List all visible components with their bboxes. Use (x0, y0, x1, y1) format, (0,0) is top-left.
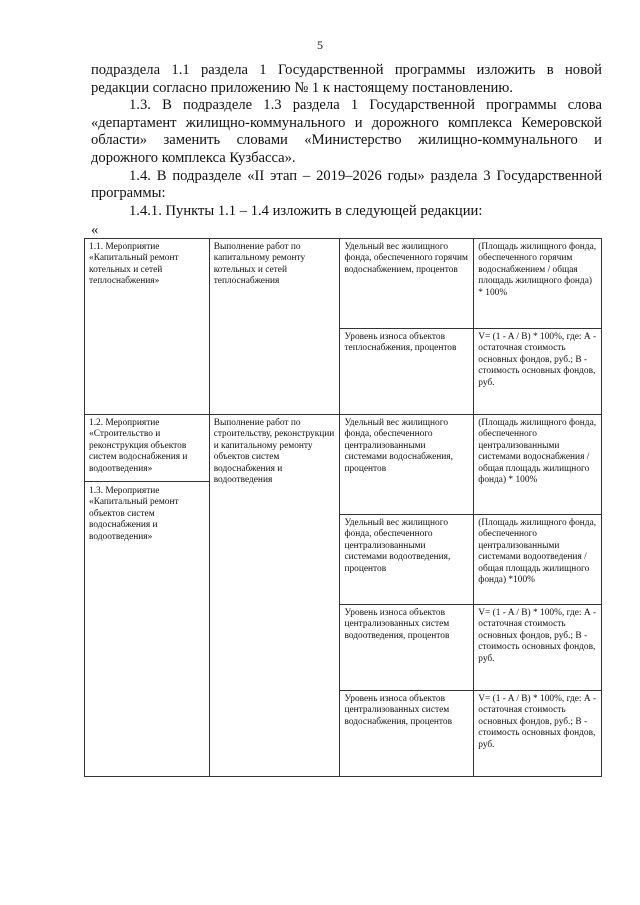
paragraph-line: программы: (91, 185, 166, 202)
body-text (91, 62, 602, 220)
open-quote: « (91, 222, 99, 238)
calc-cell: (Площадь жилищного фонда, обеспеченного централизованными системами водоотведения / общая площадь жилищного фонда) *100% (474, 515, 602, 605)
indicator-cell: Удельный вес жилищного фонда, обеспеченного централизованными системами водоснабжения, процентов (340, 415, 474, 515)
calc-cell: V= (1 - A / B) * 100%, где: А - остаточная стоимость основных фондов, руб.; В - стоимость основных фондов, руб. (474, 691, 602, 777)
indicator-cell: Уровень износа объектов централизованных систем водоснабжения, процентов (340, 691, 474, 777)
paragraph-line: 1.4. В подразделе «II этап – 2019–2026 годы» раздела 3 Государственной (129, 167, 602, 184)
table-row (85, 415, 602, 515)
paragraph-line: 1.3. В подразделе 1.3 раздела 1 Государственной программы слова (129, 97, 602, 114)
calc-cell: V= (1 - A / B) * 100%, где: А - остаточная стоимость основных фондов, руб.; В - стоимость основных фондов, руб. (474, 329, 602, 415)
page-number: 5 (317, 38, 323, 52)
calc-cell: (Площадь жилищного фонда, обеспеченного централизованными системами водоснабжения / общая площадь жилищного фонда) * 100% (474, 415, 602, 515)
action-text: 1.2. Мероприятие «Строительство и реконструкция объектов систем водоснабжения и водоотведения» (89, 418, 188, 474)
action-text: 1.3. Мероприятие «Капитальный ремонт объектов систем водоснабжения и водоотведения» (85, 481, 209, 543)
indicator-cell: Удельный вес жилищного фонда, обеспеченного централизованными системами водоотведения, процентов (340, 515, 474, 605)
table-row (85, 239, 602, 329)
indicator-cell: Удельный вес жилищного фонда, обеспеченного горячим водоснабжением, процентов (340, 239, 474, 329)
calc-cell: (Площадь жилищного фонда, обеспеченного горячим водоснабжением / общая площадь жилищного фонда) * 100% (474, 239, 602, 329)
indicator-cell: Уровень износа объектов теплоснабжения, процентов (340, 329, 474, 415)
indicator-cell: Уровень износа объектов централизованных систем водоотведения, процентов (340, 605, 474, 691)
calc-cell: V= (1 - A / B) * 100%, где: А - остаточная стоимость основных фондов, руб.; В - стоимость основных фондов, руб. (474, 605, 602, 691)
work-cell: Выполнение работ по капитальному ремонту котельных и сетей теплоснабжения (209, 239, 340, 415)
action-cell: 1.1. Мероприятие «Капитальный ремонт котельных и сетей теплоснабжения» (85, 239, 210, 415)
paragraph-line: 1.4.1. Пункты 1.1 – 1.4 изложить в следующей редакции: (129, 202, 483, 219)
paragraph-line: редакции согласно приложению № 1 к настоящему постановлению. (91, 79, 513, 96)
paragraph-line: дорожного комплекса Кузбасса». (91, 149, 296, 166)
work-cell: Выполнение работ по строительству, реконструкции и капитальному ремонту объектов систем водоснабжения и водоотведения (209, 415, 340, 777)
paragraph-line: области» заменить словами «Министерство жилищно-коммунального и (91, 132, 602, 149)
action-cell (85, 415, 210, 777)
measures-table (84, 238, 602, 777)
paragraph-line: подраздела 1.1 раздела 1 Государственной программы изложить в новой (91, 62, 602, 78)
paragraph-line: «департамент жилищно-коммунального и дорожного комплекса Кемеровской (91, 114, 602, 131)
